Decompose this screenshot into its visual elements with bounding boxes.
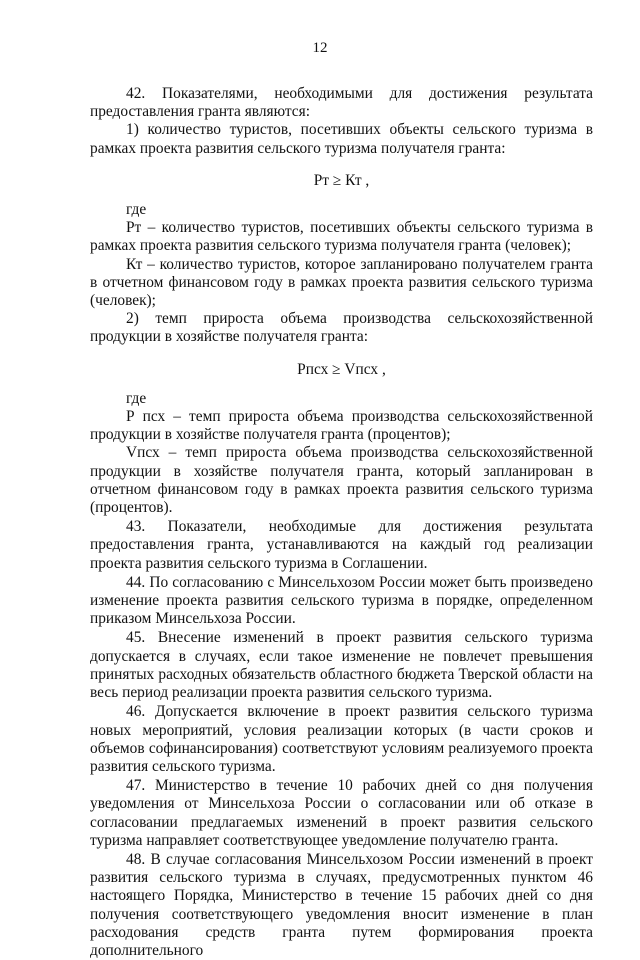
paragraph-44: 44. По согласованию с Минсельхозом России может быть произведено изменение проекта развития сельского туризма в порядке, определенном приказом Минсельхоза России. — [90, 573, 593, 628]
definition-rpsx: Р псх – темп прироста объема производства сельскохозяйственной продукции в хозяйстве получателя гранта (процентов); — [90, 408, 593, 444]
definition-vpsx: Vпсх – темп прироста объема производства сельскохозяйственной продукции в хозяйстве получателя гранта, который запланирован в отчетном финансовом году в рамках проекта развития сельского туризма (процентов). — [90, 444, 593, 517]
list-item-1: 1) количество туристов, посетивших объекты сельского туризма в рамках проекта развития сельского туризма получателя гранта: — [90, 121, 593, 157]
page-number: 12 — [312, 40, 328, 56]
definition-kt: Кт – количество туристов, которое запланировано получателем гранта в отчетном финансовом году в рамках проекта развития сельского туризма (человек); — [90, 255, 593, 310]
paragraph-47: 47. Министерство в течение 10 рабочих дней со дня получения уведомления от Минсельхоза России о согласовании или об отказе в согласовании предлагаемых изменений в проект развития сельского туризма направляет соответствующее уведомление получателю гранта. — [90, 777, 593, 849]
paragraph-45: 45. Внесение изменений в проект развития сельского туризма допускается в случаях, если такое изменение не повлечет превышения принятых расходных обязательств областного бюджета Тверской области на весь период реализации проекта развития сельского туризма. — [90, 629, 593, 702]
paragraph-43: 43. Показатели, необходимые для достижения результата предоставления гранта, устанавливаются на каждый год реализации проекта развития сельского туризма в Соглашении. — [90, 518, 593, 572]
definition-rt: Рт – количество туристов, посетивших объекты сельского туризма в рамках проекта развития сельского туризма получателя гранта (человек); — [90, 219, 593, 255]
paragraph-42: 42. Показателями, необходимыми для достижения результата предоставления гранта являются: — [90, 85, 593, 121]
paragraph-48: 48. В случае согласования Минсельхозом России изменений в проект развития сельского туризма в случаях, предусмотренных пунктом 46 настоящего Порядка, Министерство в течение 15 рабочих дней со дня получения соответствующего уведомления вносит изменение в план расходования средств гранта путем формирования проекта дополнительного — [90, 850, 593, 959]
where-label-1: где — [126, 201, 147, 219]
where-label-2: где — [126, 389, 147, 407]
formula-tourists: Рт ≥ Кт , — [313, 171, 370, 189]
list-item-2: 2) темп прироста объема производства сельскохозяйственной продукции в хозяйстве получателя гранта: — [90, 310, 593, 346]
paragraph-46: 46. Допускается включение в проект развития сельского туризма новых мероприятий, условия реализации которых (в части сроков и объемов софинансирования) соответствуют условиям реализуемого проекта развития сельского туризма. — [90, 703, 593, 775]
formula-production: Рпсх ≥ Vпсх , — [297, 360, 386, 378]
document-body — [90, 85, 593, 960]
